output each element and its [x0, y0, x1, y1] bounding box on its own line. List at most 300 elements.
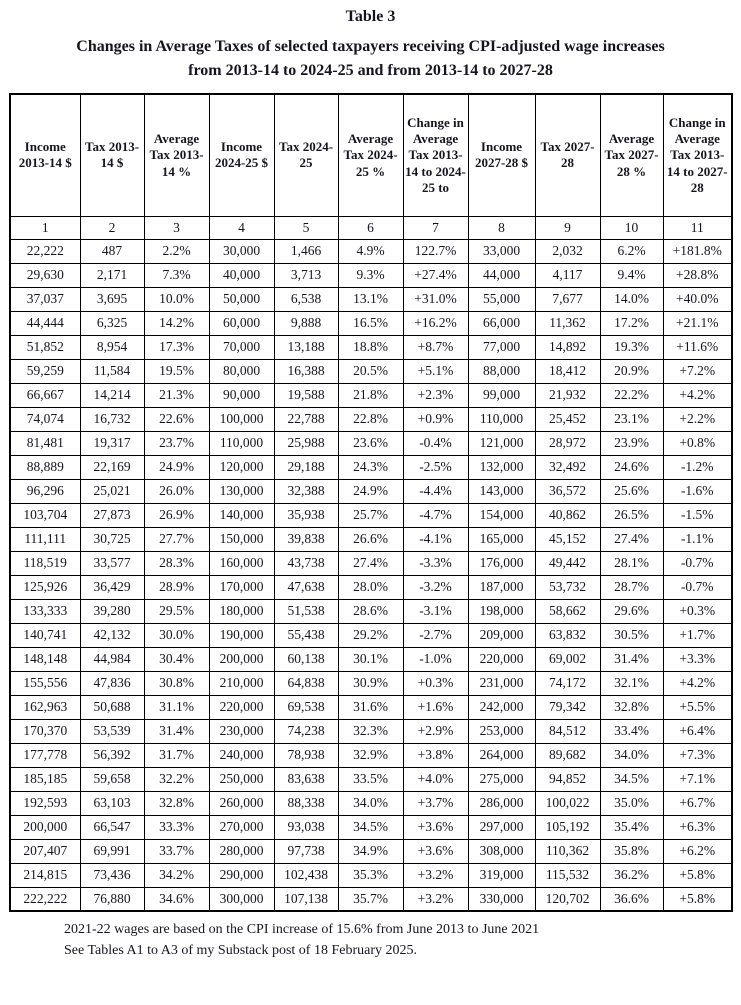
table-cell: +3.7%	[403, 791, 468, 815]
table-row	[10, 287, 732, 311]
table-cell: 220,000	[209, 695, 274, 719]
table-cell: 35.7%	[338, 887, 403, 911]
table-cell: 6,325	[80, 311, 144, 335]
table-cell: 69,538	[274, 695, 338, 719]
table-cell: +28.8%	[663, 263, 732, 287]
table-cell: 78,938	[274, 743, 338, 767]
table-cell: 26.5%	[600, 503, 663, 527]
table-cell: 39,838	[274, 527, 338, 551]
table-cell: 214,815	[10, 863, 80, 887]
table-cell: 47,638	[274, 575, 338, 599]
table-cell: 40,000	[209, 263, 274, 287]
table-cell: -1.5%	[663, 503, 732, 527]
column-number: 11	[663, 216, 732, 239]
table-cell: 22.6%	[144, 407, 209, 431]
table-cell: 34.5%	[338, 815, 403, 839]
table-cell: 51,538	[274, 599, 338, 623]
table-cell: +5.5%	[663, 695, 732, 719]
table-cell: 59,658	[80, 767, 144, 791]
table-cell: +2.3%	[403, 383, 468, 407]
table-cell: 110,362	[535, 839, 600, 863]
table-cell: 26.0%	[144, 479, 209, 503]
table-cell: 34.9%	[338, 839, 403, 863]
table-cell: 14,214	[80, 383, 144, 407]
table-cell: 40,862	[535, 503, 600, 527]
table-cell: 88,338	[274, 791, 338, 815]
table-cell: 79,342	[535, 695, 600, 719]
table-row	[10, 647, 732, 671]
table-row	[10, 239, 732, 263]
table-cell: 148,148	[10, 647, 80, 671]
table-cell: +3.2%	[403, 863, 468, 887]
table-cell: 36.6%	[600, 887, 663, 911]
table-cell: 125,926	[10, 575, 80, 599]
table-cell: 34.6%	[144, 887, 209, 911]
table-cell: 39,280	[80, 599, 144, 623]
table-row	[10, 359, 732, 383]
table-cell: 27.4%	[600, 527, 663, 551]
table-cell: -0.4%	[403, 431, 468, 455]
table-cell: 69,991	[80, 839, 144, 863]
table-cell: 250,000	[209, 767, 274, 791]
column-header: Income 2027-28 $	[468, 94, 535, 216]
table-cell: 107,138	[274, 887, 338, 911]
table-cell: 22,169	[80, 455, 144, 479]
table-cell: 30.5%	[600, 623, 663, 647]
table-cell: +6.4%	[663, 719, 732, 743]
column-header: Income 2013-14 $	[10, 94, 80, 216]
table-cell: 55,000	[468, 287, 535, 311]
table-cell: 43,738	[274, 551, 338, 575]
table-cell: +40.0%	[663, 287, 732, 311]
table-cell: 63,103	[80, 791, 144, 815]
table-cell: 110,000	[468, 407, 535, 431]
table-cell: 36,429	[80, 575, 144, 599]
column-header: Change in Average Tax 2013-14 to 2027-28	[663, 94, 732, 216]
table-cell: 103,704	[10, 503, 80, 527]
column-header: Average Tax 2024-25 %	[338, 94, 403, 216]
table-cell: 35,938	[274, 503, 338, 527]
column-number: 3	[144, 216, 209, 239]
table-cell: 115,532	[535, 863, 600, 887]
table-cell: 89,682	[535, 743, 600, 767]
table-row	[10, 863, 732, 887]
table-cell: 23.9%	[600, 431, 663, 455]
table-cell: +6.7%	[663, 791, 732, 815]
table-row	[10, 815, 732, 839]
table-cell: 308,000	[468, 839, 535, 863]
table-row	[10, 311, 732, 335]
table-cell: 17.3%	[144, 335, 209, 359]
table-cell: 16,388	[274, 359, 338, 383]
table-cell: -2.7%	[403, 623, 468, 647]
table-cell: 64,838	[274, 671, 338, 695]
table-row	[10, 431, 732, 455]
table-cell: +4.0%	[403, 767, 468, 791]
table-cell: 105,192	[535, 815, 600, 839]
table-row	[10, 407, 732, 431]
column-header: Average Tax 2027-28 %	[600, 94, 663, 216]
table-cell: 487	[80, 239, 144, 263]
table-cell: 73,436	[80, 863, 144, 887]
table-cell: 33.7%	[144, 839, 209, 863]
table-row	[10, 551, 732, 575]
table-cell: +31.0%	[403, 287, 468, 311]
table-cell: 33.4%	[600, 719, 663, 743]
table-cell: -4.4%	[403, 479, 468, 503]
table-cell: 25.6%	[600, 479, 663, 503]
table-cell: -4.1%	[403, 527, 468, 551]
table-cell: 32.8%	[144, 791, 209, 815]
table-cell: +5.1%	[403, 359, 468, 383]
table-cell: 11,584	[80, 359, 144, 383]
table-cell: 260,000	[209, 791, 274, 815]
table-cell: 28,972	[535, 431, 600, 455]
table-cell: 28.3%	[144, 551, 209, 575]
table-cell: -1.2%	[663, 455, 732, 479]
table-cell: 44,984	[80, 647, 144, 671]
table-cell: 24.6%	[600, 455, 663, 479]
table-cell: 14.2%	[144, 311, 209, 335]
table-cell: 140,741	[10, 623, 80, 647]
table-cell: 21,932	[535, 383, 600, 407]
table-cell: +5.8%	[663, 887, 732, 911]
table-cell: 28.7%	[600, 575, 663, 599]
table-cell: 28.6%	[338, 599, 403, 623]
table-cell: 81,481	[10, 431, 80, 455]
table-cell: 7,677	[535, 287, 600, 311]
table-cell: 275,000	[468, 767, 535, 791]
tax-table	[9, 93, 733, 912]
table-cell: 3,695	[80, 287, 144, 311]
table-cell: 162,963	[10, 695, 80, 719]
table-cell: 21.8%	[338, 383, 403, 407]
column-number: 9	[535, 216, 600, 239]
table-cell: 55,438	[274, 623, 338, 647]
table-cell: 33.3%	[144, 815, 209, 839]
table-cell: 17.2%	[600, 311, 663, 335]
table-cell: 30.4%	[144, 647, 209, 671]
table-cell: 120,702	[535, 887, 600, 911]
table-cell: 242,000	[468, 695, 535, 719]
table-cell: 330,000	[468, 887, 535, 911]
table-cell: 66,000	[468, 311, 535, 335]
table-cell: 27,873	[80, 503, 144, 527]
table-cell: 297,000	[468, 815, 535, 839]
table-row	[10, 263, 732, 287]
table-cell: 170,000	[209, 575, 274, 599]
table-cell: 32,388	[274, 479, 338, 503]
table-cell: -3.2%	[403, 575, 468, 599]
table-cell: 32.8%	[600, 695, 663, 719]
table-cell: +4.2%	[663, 383, 732, 407]
table-cell: 319,000	[468, 863, 535, 887]
table-cell: 22.2%	[600, 383, 663, 407]
table-cell: 220,000	[468, 647, 535, 671]
table-cell: +5.8%	[663, 863, 732, 887]
table-cell: 13.1%	[338, 287, 403, 311]
table-cell: 97,738	[274, 839, 338, 863]
table-cell: 70,000	[209, 335, 274, 359]
table-cell: +3.2%	[403, 887, 468, 911]
table-cell: 209,000	[468, 623, 535, 647]
table-cell: 35.4%	[600, 815, 663, 839]
table-cell: 14.0%	[600, 287, 663, 311]
table-cell: 253,000	[468, 719, 535, 743]
table-cell: 22,788	[274, 407, 338, 431]
table-cell: 35.3%	[338, 863, 403, 887]
table-row	[10, 527, 732, 551]
table-cell: 30.9%	[338, 671, 403, 695]
table-cell: +27.4%	[403, 263, 468, 287]
table-cell: 37,037	[10, 287, 80, 311]
table-cell: 53,539	[80, 719, 144, 743]
table-cell: 34.0%	[600, 743, 663, 767]
table-cell: 100,000	[209, 407, 274, 431]
table-cell: 21.3%	[144, 383, 209, 407]
table-cell: 13,188	[274, 335, 338, 359]
table-cell: 185,185	[10, 767, 80, 791]
table-cell: -1.1%	[663, 527, 732, 551]
table-cell: 27.4%	[338, 551, 403, 575]
table-cell: 120,000	[209, 455, 274, 479]
table-cell: 222,222	[10, 887, 80, 911]
table-cell: +2.2%	[663, 407, 732, 431]
table-cell: -3.3%	[403, 551, 468, 575]
table-cell: 31.7%	[144, 743, 209, 767]
table-cell: 23.7%	[144, 431, 209, 455]
table-cell: 121,000	[468, 431, 535, 455]
table-cell: 264,000	[468, 743, 535, 767]
table-row	[10, 503, 732, 527]
table-cell: 56,392	[80, 743, 144, 767]
table-row	[10, 743, 732, 767]
column-number: 4	[209, 216, 274, 239]
table-cell: 31.1%	[144, 695, 209, 719]
table-cell: 240,000	[209, 743, 274, 767]
table-cell: 10.0%	[144, 287, 209, 311]
table-cell: 44,444	[10, 311, 80, 335]
column-number-row	[10, 216, 732, 239]
table-cell: 200,000	[209, 647, 274, 671]
table-cell: +1.6%	[403, 695, 468, 719]
table-cell: 16.5%	[338, 311, 403, 335]
table-cell: 50,688	[80, 695, 144, 719]
table-cell: 19.5%	[144, 359, 209, 383]
table-cell: 23.6%	[338, 431, 403, 455]
table-cell: 74,172	[535, 671, 600, 695]
table-row	[10, 767, 732, 791]
column-number: 7	[403, 216, 468, 239]
table-row	[10, 575, 732, 599]
table-cell: 230,000	[209, 719, 274, 743]
table-cell: 33,577	[80, 551, 144, 575]
table-cell: 133,333	[10, 599, 80, 623]
table-cell: +1.7%	[663, 623, 732, 647]
table-cell: 66,667	[10, 383, 80, 407]
column-header: Tax 2024-25	[274, 94, 338, 216]
table-cell: 29,630	[10, 263, 80, 287]
table-cell: 93,038	[274, 815, 338, 839]
table-subtitle-line1: Changes in Average Taxes of selected taxpayers receiving CPI-adjusted wage increases	[76, 37, 665, 55]
table-cell: 18.8%	[338, 335, 403, 359]
table-cell: 200,000	[10, 815, 80, 839]
table-cell: 74,238	[274, 719, 338, 743]
table-row	[10, 455, 732, 479]
table-cell: 170,370	[10, 719, 80, 743]
table-cell: 99,000	[468, 383, 535, 407]
table-cell: 207,407	[10, 839, 80, 863]
table-cell: 88,000	[468, 359, 535, 383]
table-cell: +16.2%	[403, 311, 468, 335]
table-row	[10, 479, 732, 503]
table-cell: 6.2%	[600, 239, 663, 263]
footnote-line1: 2021-22 wages are based on the CPI increase of 15.6% from June 2013 to June 2021	[64, 922, 540, 938]
table-cell: 31.6%	[338, 695, 403, 719]
table-cell: 7.3%	[144, 263, 209, 287]
table-cell: 2,171	[80, 263, 144, 287]
column-number: 10	[600, 216, 663, 239]
table-cell: 59,259	[10, 359, 80, 383]
table-row	[10, 887, 732, 911]
column-header: Change in Average Tax 2013-14 to 2024-25 to	[403, 94, 468, 216]
table-cell: 2,032	[535, 239, 600, 263]
table-cell: 19,317	[80, 431, 144, 455]
table-cell: 90,000	[209, 383, 274, 407]
table-cell: 80,000	[209, 359, 274, 383]
table-cell: 32.2%	[144, 767, 209, 791]
table-cell: +0.9%	[403, 407, 468, 431]
table-cell: +4.2%	[663, 671, 732, 695]
table-cell: 25,452	[535, 407, 600, 431]
table-cell: 25,021	[80, 479, 144, 503]
table-cell: 118,519	[10, 551, 80, 575]
table-cell: +6.2%	[663, 839, 732, 863]
table-cell: 28.0%	[338, 575, 403, 599]
table-cell: 44,000	[468, 263, 535, 287]
column-header: Average Tax 2013-14 %	[144, 94, 209, 216]
table-cell: 2.2%	[144, 239, 209, 263]
table-cell: 3,713	[274, 263, 338, 287]
table-cell: 28.9%	[144, 575, 209, 599]
table-cell: 30,000	[209, 239, 274, 263]
table-cell: 77,000	[468, 335, 535, 359]
table-cell: +3.8%	[403, 743, 468, 767]
table-cell: +3.6%	[403, 839, 468, 863]
table-row	[10, 791, 732, 815]
table-cell: 102,438	[274, 863, 338, 887]
table-cell: 53,732	[535, 575, 600, 599]
table-cell: 20.9%	[600, 359, 663, 383]
table-cell: 26.9%	[144, 503, 209, 527]
table-cell: 49,442	[535, 551, 600, 575]
table-cell: 29,188	[274, 455, 338, 479]
table-cell: 35.0%	[600, 791, 663, 815]
table-cell: -4.7%	[403, 503, 468, 527]
table-body	[10, 239, 732, 911]
column-number: 1	[10, 216, 80, 239]
table-cell: 60,138	[274, 647, 338, 671]
table-cell: 36,572	[535, 479, 600, 503]
table-cell: +0.3%	[403, 671, 468, 695]
table-cell: 280,000	[209, 839, 274, 863]
table-cell: +3.3%	[663, 647, 732, 671]
table-row	[10, 839, 732, 863]
column-number: 8	[468, 216, 535, 239]
table-cell: 1,466	[274, 239, 338, 263]
table-row	[10, 695, 732, 719]
table-cell: 155,556	[10, 671, 80, 695]
table-cell: 45,152	[535, 527, 600, 551]
table-cell: 20.5%	[338, 359, 403, 383]
table-cell: 111,111	[10, 527, 80, 551]
column-header: Tax 2013-14 $	[80, 94, 144, 216]
table-cell: 34.0%	[338, 791, 403, 815]
table-cell: 66,547	[80, 815, 144, 839]
table-cell: 24.9%	[338, 479, 403, 503]
table-cell: 9.3%	[338, 263, 403, 287]
column-number: 5	[274, 216, 338, 239]
table-row	[10, 671, 732, 695]
table-cell: 24.9%	[144, 455, 209, 479]
table-cell: 84,512	[535, 719, 600, 743]
table-cell: -0.7%	[663, 551, 732, 575]
table-cell: 94,852	[535, 767, 600, 791]
table-cell: 76,880	[80, 887, 144, 911]
table-cell: 187,000	[468, 575, 535, 599]
table-cell: +0.8%	[663, 431, 732, 455]
table-cell: 11,362	[535, 311, 600, 335]
table-cell: 4.9%	[338, 239, 403, 263]
table-cell: 231,000	[468, 671, 535, 695]
table-cell: 270,000	[209, 815, 274, 839]
table-cell: +6.3%	[663, 815, 732, 839]
column-number: 2	[80, 216, 144, 239]
table-cell: 28.1%	[600, 551, 663, 575]
table-cell: 51,852	[10, 335, 80, 359]
table-cell: 30.8%	[144, 671, 209, 695]
table-cell: 30.1%	[338, 647, 403, 671]
table-cell: -0.7%	[663, 575, 732, 599]
table-cell: +21.1%	[663, 311, 732, 335]
table-cell: 32.1%	[600, 671, 663, 695]
table-cell: 31.4%	[600, 647, 663, 671]
table-cell: +0.3%	[663, 599, 732, 623]
table-cell: 34.5%	[600, 767, 663, 791]
column-number: 6	[338, 216, 403, 239]
table-cell: 29.5%	[144, 599, 209, 623]
table-row	[10, 599, 732, 623]
table-cell: 286,000	[468, 791, 535, 815]
header-row	[10, 94, 732, 216]
table-cell: 96,296	[10, 479, 80, 503]
table-cell: 32.9%	[338, 743, 403, 767]
table-cell: 140,000	[209, 503, 274, 527]
table-row	[10, 719, 732, 743]
table-cell: 132,000	[468, 455, 535, 479]
table-cell: 30.0%	[144, 623, 209, 647]
table-cell: 69,002	[535, 647, 600, 671]
table-cell: 8,954	[80, 335, 144, 359]
footnote-line2: See Tables A1 to A3 of my Substack post of 18 February 2025.	[64, 943, 418, 959]
table-cell: 32.3%	[338, 719, 403, 743]
table-cell: 150,000	[209, 527, 274, 551]
column-header: Income 2024-25 $	[209, 94, 274, 216]
table-cell: 9,888	[274, 311, 338, 335]
table-cell: 32,492	[535, 455, 600, 479]
table-cell: 36.2%	[600, 863, 663, 887]
table-cell: -1.0%	[403, 647, 468, 671]
